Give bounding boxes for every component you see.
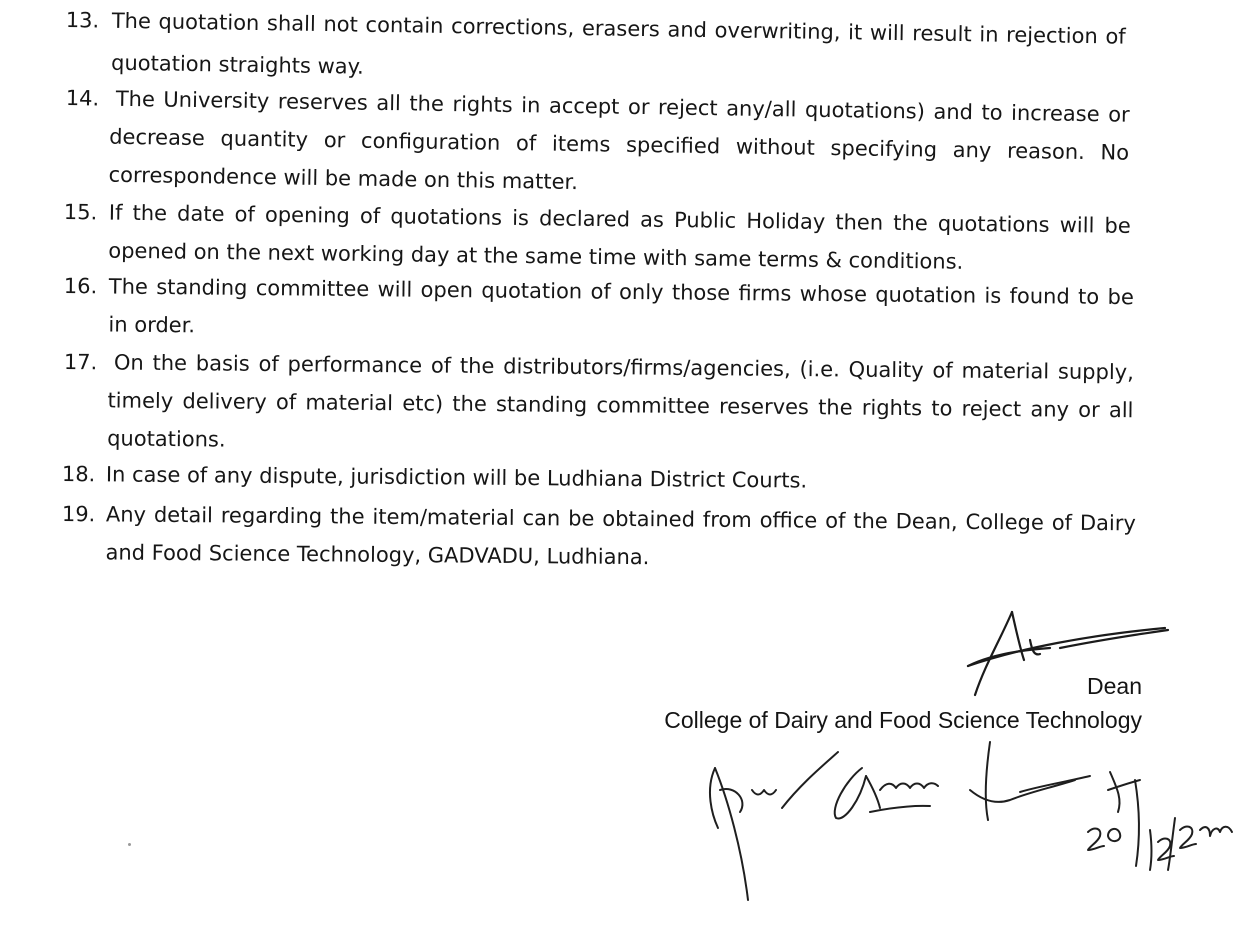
clause-line: Any detail regarding the item/material can be obtained from office of the Dean, College of Dairy bbox=[105, 502, 1136, 536]
clause-number: 18. bbox=[61, 462, 96, 487]
clause-number: 14. bbox=[65, 86, 100, 111]
clause-line: opened on the next working day at the same time with same terms & conditions. bbox=[108, 238, 964, 274]
signatory-organization: College of Dairy and Food Science Technology bbox=[664, 707, 1142, 733]
clause-line: If the date of opening of quotations is declared as Public Holiday then the quotations will be bbox=[108, 200, 1131, 238]
clause-line: decrease quantity or configuration of items specified without specifying any reason. No bbox=[109, 124, 1130, 165]
signatory-title: Dean bbox=[1087, 673, 1142, 699]
clause-number: 16. bbox=[63, 274, 98, 299]
clause-line: The University reserves all the rights in accept or reject any/all quotations) and to increase or bbox=[115, 86, 1130, 127]
clause-line: The standing committee will open quotation of only those firms whose quotation is found to be bbox=[108, 274, 1134, 310]
clause-line: On the basis of performance of the distributors/firms/agencies, (i.e. Quality of material supply, bbox=[113, 350, 1134, 385]
clause-line: and Food Science Technology, GADVADU, Ludhiana. bbox=[105, 540, 650, 570]
clause-number: 19. bbox=[61, 502, 96, 527]
clause-line: correspondence will be made on this matter. bbox=[108, 162, 579, 195]
clause-line: timely delivery of material etc) the standing committee reserves the rights to reject any or all bbox=[107, 388, 1134, 423]
clause-number: 15. bbox=[63, 200, 98, 225]
clause-line: quotations. bbox=[107, 426, 226, 452]
clause-line: quotation straights way. bbox=[110, 50, 364, 79]
clause-line: The quotation shall not contain corrections, erasers and overwriting, it will result in rejection of bbox=[111, 8, 1126, 49]
clause-number: 13. bbox=[65, 8, 100, 33]
clause-line: In case of any dispute, jurisdiction will be Ludhiana District Courts. bbox=[105, 462, 808, 493]
scan-speck bbox=[128, 843, 131, 846]
clause-line: in order. bbox=[108, 312, 196, 338]
clause-number: 17. bbox=[63, 350, 98, 375]
